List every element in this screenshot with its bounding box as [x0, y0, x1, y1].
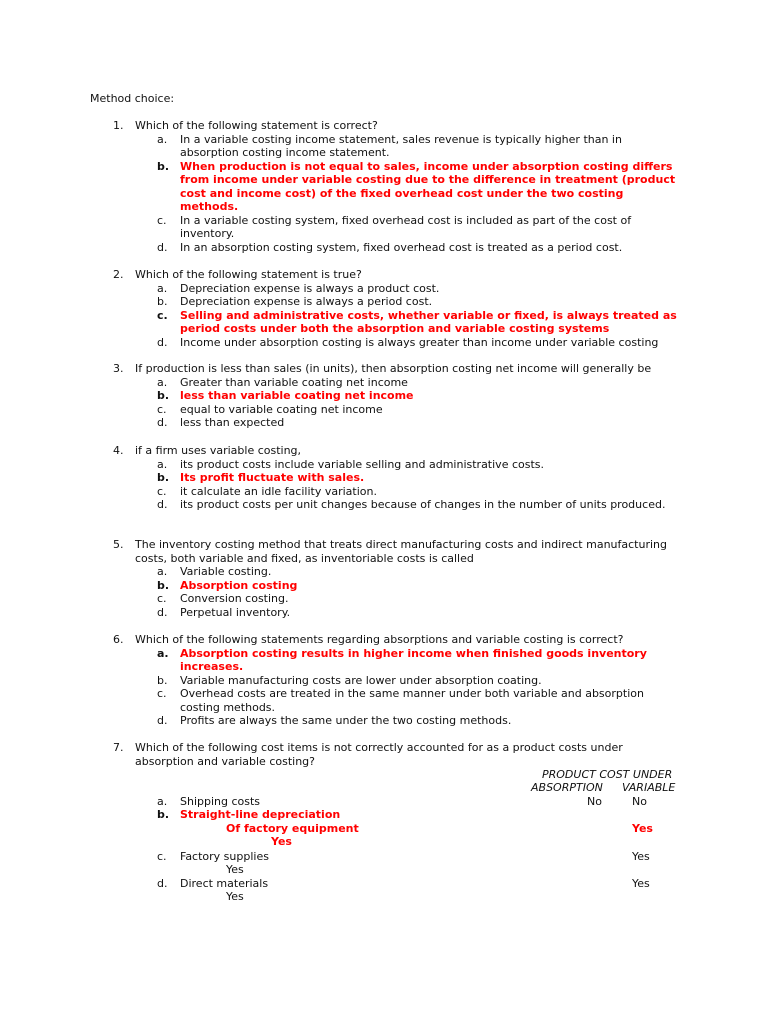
option-letter: d.: [157, 605, 168, 619]
question-number: 2.: [113, 268, 124, 281]
option-correct: [157, 579, 683, 593]
option-text: its product costs per unit changes because of changes in the number of units produced.: [180, 498, 666, 511]
option-letter: a.: [157, 646, 169, 660]
question-3: [113, 362, 683, 430]
option-text: Absorption costing results in higher income when finished goods inventory increases.: [180, 646, 647, 673]
question-line: [113, 268, 683, 282]
option-letter: b.: [157, 295, 168, 308]
question-text: Which of the following statement is true?: [135, 268, 362, 281]
option: [157, 458, 683, 472]
table-header-variable: VARIABLE: [622, 781, 676, 794]
option-text: it calculate an idle facility variation.: [180, 484, 377, 498]
option-letter: a.: [157, 375, 168, 389]
option-letter: d.: [157, 416, 168, 429]
option: [157, 714, 683, 728]
question-line: [113, 633, 683, 647]
option: [157, 336, 683, 350]
option-text-correct: Straight-line depreciation: [180, 808, 341, 821]
option-letter: b.: [157, 578, 170, 592]
question-text: Which of the following cost items is not correctly accounted for as a product costs under absorption and variable costing?: [135, 741, 623, 768]
question-7: [113, 741, 683, 768]
option-correct: [157, 309, 683, 336]
question-number: 3.: [113, 362, 124, 375]
question-line: [113, 119, 683, 133]
option-text: When production is not equal to sales, income under absorption costing differs from income under variable costing due to the difference in treatment (product cost and income cost) of the fixed overhead cost under the two costing methods.: [180, 159, 676, 213]
option-letter: a.: [157, 132, 168, 146]
cell-variable: Yes: [632, 822, 653, 835]
question-line: [113, 444, 683, 458]
option-letter: d.: [157, 240, 168, 254]
option-text: Income under absorption costing is always greater than income under variable costing: [180, 335, 659, 349]
option-text: Direct materials: [180, 877, 269, 890]
cell-variable: Yes: [632, 850, 650, 863]
option-text: Shipping costs: [180, 795, 261, 808]
option: [157, 687, 683, 714]
option-letter: b.: [157, 471, 170, 484]
option-text: its product costs include variable selling and administrative costs.: [180, 457, 545, 471]
question-text: If production is less than sales (in units), then absorption costing net income will generally be: [135, 362, 652, 375]
question-line: [113, 362, 683, 376]
option: [157, 214, 683, 241]
option-text: Depreciation expense is always a product cost.: [180, 281, 440, 295]
option: [157, 498, 683, 512]
option-text: In a variable costing income statement, sales revenue is typically higher than in absorption costing income statement.: [180, 132, 622, 159]
option-letter: c.: [157, 308, 168, 322]
option-letter: d.: [157, 714, 168, 727]
option-text: Conversion costing.: [180, 592, 289, 605]
question-text: The inventory costing method that treats direct manufacturing costs and indirect manufacturing costs, both variable and fixed, as inventoriable costs is called: [135, 538, 667, 565]
option-list: [157, 376, 683, 430]
question-text: if a firm uses variable costing,: [135, 444, 302, 457]
question-7-line: [113, 741, 683, 768]
option-list: [157, 647, 683, 728]
option-text: Profits are always the same under the two costing methods.: [180, 714, 512, 727]
option-letter: b.: [157, 159, 170, 173]
document-heading: Method choice:: [90, 92, 175, 105]
option: [157, 485, 683, 499]
cell-absorption: Yes: [226, 863, 244, 876]
option-text: Variable manufacturing costs are lower under absorption coating.: [180, 673, 542, 687]
option: [157, 282, 683, 296]
option-list: [157, 282, 683, 350]
option-list: [157, 133, 683, 255]
option-text: Depreciation expense is always a period cost.: [180, 295, 433, 308]
option-letter: c.: [157, 213, 167, 227]
question-line: [113, 538, 683, 565]
option-letter: d.: [157, 498, 168, 511]
option-letter: a.: [157, 565, 168, 578]
question-4: [113, 444, 683, 512]
option-letter: c.: [157, 850, 167, 863]
cell-variable: No: [632, 795, 647, 808]
option-text-correct-continued: Of factory equipment: [226, 822, 359, 835]
question-5: [113, 538, 683, 619]
cell-absorption: No: [587, 795, 602, 808]
option-text: Greater than variable coating net income: [180, 375, 408, 389]
option-letter: b.: [157, 808, 170, 821]
option-letter: a.: [157, 457, 168, 471]
option-text: Variable costing.: [180, 565, 272, 578]
question-number: 7.: [113, 741, 124, 754]
option-letter: c.: [157, 402, 167, 416]
option-text: Perpetual inventory.: [180, 605, 291, 619]
cell-absorption: Yes: [226, 890, 244, 903]
question-number: 6.: [113, 633, 124, 646]
question-1: [113, 119, 683, 254]
option-text: In a variable costing system, fixed overhead cost is included as part of the cost of inventory.: [180, 213, 632, 240]
option-correct: [157, 389, 683, 403]
option-text: Absorption costing: [180, 578, 298, 592]
option: [157, 403, 683, 417]
cell-absorption: Yes: [271, 835, 292, 848]
option: [157, 674, 683, 688]
question-text: Which of the following statement is correct?: [135, 119, 378, 132]
option-letter: b.: [157, 389, 170, 402]
option-letter: d.: [157, 335, 168, 349]
option-letter: b.: [157, 673, 168, 687]
option-text: less than variable coating net income: [180, 389, 414, 402]
option-list: [157, 458, 683, 512]
option-letter: a.: [157, 281, 168, 295]
table-header-absorption: ABSORPTION: [531, 781, 603, 794]
option: [157, 606, 683, 620]
option-text: Overhead costs are treated in the same manner under both variable and absorption costing methods.: [180, 687, 644, 714]
option-correct: [157, 647, 683, 674]
option-list: [157, 565, 683, 619]
option: [157, 416, 683, 430]
option-text: less than expected: [180, 416, 285, 429]
option: [157, 565, 683, 579]
cell-variable: Yes: [632, 877, 650, 890]
question-number: 5.: [113, 538, 124, 551]
question-6: [113, 633, 683, 728]
option-letter: c.: [157, 687, 167, 700]
option: [157, 592, 683, 606]
option: [157, 376, 683, 390]
question-2: [113, 268, 683, 349]
option: [157, 133, 683, 160]
question-number: 4.: [113, 444, 124, 457]
option-text: In an absorption costing system, fixed overhead cost is treated as a period cost.: [180, 240, 623, 254]
question-number: 1.: [113, 119, 124, 132]
option-letter: c.: [157, 592, 167, 605]
option-text: Factory supplies: [180, 850, 269, 863]
option: [157, 295, 683, 309]
option-text: equal to variable coating net income: [180, 402, 383, 416]
option-correct: [157, 471, 683, 485]
table-header-product-cost: PRODUCT COST UNDER: [542, 768, 673, 781]
option-text: Its profit fluctuate with sales.: [180, 471, 365, 484]
option-text: Selling and administrative costs, whether variable or fixed, is always treated as period costs under both the absorption and variable costing systems: [180, 308, 677, 335]
question-text: Which of the following statements regarding absorptions and variable costing is correct?: [135, 633, 624, 646]
option-letter: c.: [157, 484, 167, 498]
option-letter: a.: [157, 795, 168, 808]
option-correct: [157, 160, 683, 214]
option: [157, 241, 683, 255]
option-letter: d.: [157, 877, 168, 890]
